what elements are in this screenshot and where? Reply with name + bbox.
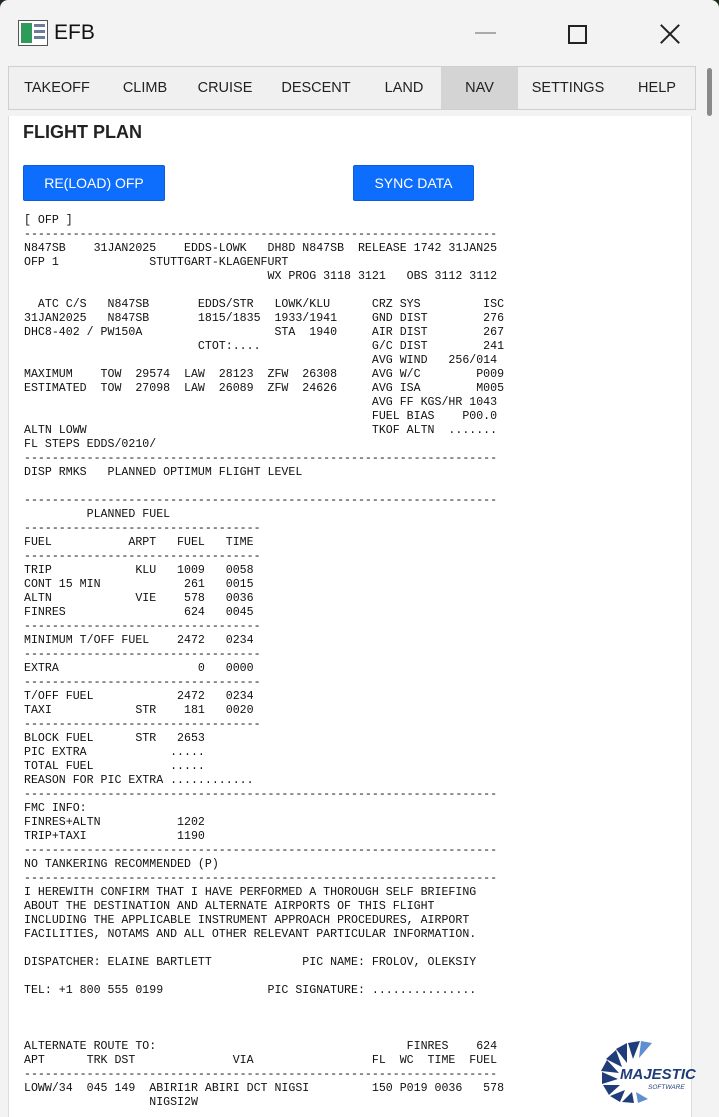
minimize-button[interactable] <box>466 14 506 54</box>
page-title: FLIGHT PLAN <box>23 122 142 142</box>
tab-takeoff[interactable]: TAKEOFF <box>24 80 90 96</box>
tab-descent[interactable]: DESCENT <box>281 80 351 96</box>
tab-cruise[interactable]: CRUISE <box>197 80 253 96</box>
minimize-icon <box>475 32 496 34</box>
tab-bar <box>8 66 696 110</box>
sync-data-button[interactable]: SYNC DATA <box>353 165 474 201</box>
flight-plan-panel <box>8 116 692 1117</box>
reload-ofp-button[interactable]: RE(LOAD) OFP <box>23 165 165 201</box>
title-bar[interactable] <box>0 0 719 64</box>
svg-text:SOFTWARE: SOFTWARE <box>648 1084 685 1091</box>
tab-nav[interactable]: NAV <box>441 67 518 109</box>
tab-help[interactable]: HELP <box>638 80 676 96</box>
vertical-scrollbar[interactable] <box>705 66 713 1117</box>
maximize-icon <box>568 25 587 44</box>
svg-text:MAJESTIC: MAJESTIC <box>620 1066 696 1083</box>
window-title: EFB <box>54 21 95 44</box>
scroll-thumb[interactable] <box>707 68 712 116</box>
ofp-text: [ OFP ] -------------------------------------------------------------------- N847SB 31JAN2025 EDDS-LOWK DH8D N847SB RELEASE 1742 31JAN25 OFP 1 STUTTGART-KLAGENFURT WX PROG 3118 3121 OBS 3112 3112 ATC C/S N847SB EDDS/STR LOWK/KLU CRZ SYS ISC 31JAN2025 N847SB 1815/1835 1933/1941 GND DIST 276 DHC8-402 / PW150A STA 1940 AIR DIST 267 CTOT:.... G/C DIST 241 AVG WIND 256/014 MAXIMUM TOW 29574 LAW 28123 ZFW 26308 AVG W/C P009 ESTIMATED TOW 27098 LAW 26089 ZFW 24626 AVG ISA M005 AVG FF KGS/HR 1043 FUEL BIAS P00.0 ALTN LOWW TKOF ALTN ....... FL STEPS EDDS/0210/ -------------------------------------------------------------------- DISP RMKS PLANNED OPTIMUM FLIGHT LEVEL -------------------------------------------------------------------- PLANNED FUEL ---------------------------------- FUEL ARPT FUEL TIME ---------------------------------- TRIP KLU 1009 0058 CONT 15 MIN 261 0015 ALTN VIE 578 0036 FINRES 624 0045 ---------------------------------- MINIMUM T/OFF FUEL 2472 0234 ---------------------------------- EXTRA 0 0000 ---------------------------------- T/OFF FUEL 2472 0234 TAXI STR 181 0020 ---------------------------------- BLOCK FUEL STR 2653 PIC EXTRA ..... TOTAL FUEL ..... REASON FOR PIC EXTRA ............ -------------------------------------------------------------------- FMC INFO: FINRES+ALTN 1202 TRIP+TAXI 1190 -------------------------------------------------------------------- NO TANKERING RECOMMENDED (P) -------------------------------------------------------------------- I HEREWITH CONFIRM THAT I HAVE PERFORMED A THOROUGH SELF BRIEFING ABOUT THE DESTINATION AND ALTERNATE AIRPORTS OF THIS FLIGHT INCLUDING THE APPLICABLE INSTRUMENT APPROACH PROCEDURES, AIRPORT FACILITIES, NOTAMS AND ALL OTHER RELEVANT PARTICULAR INFORMATION. DISPATCHER: ELAINE BARTLETT PIC NAME: FROLOV, OLEKSIY TEL: +1 800 555 0199 PIC SIGNATURE: ............... ALTERNATE ROUTE TO: FINRES 624 APT TRK DST VIA FL WC TIME FUEL -------------------------------------------------------------------- LOWW/34 045 149 ABIRI1R ABIRI DCT NIGSI 150 P019 0036 578 NIGSI2W <box>24 214 505 1109</box>
efb-app-icon <box>18 20 48 46</box>
tab-land[interactable]: LAND <box>384 80 424 96</box>
majestic-software-logo <box>598 1037 708 1107</box>
tab-settings[interactable]: SETTINGS <box>531 80 605 96</box>
tab-climb[interactable]: CLIMB <box>122 80 168 96</box>
maximize-button[interactable] <box>556 14 596 54</box>
close-button[interactable] <box>650 14 690 54</box>
